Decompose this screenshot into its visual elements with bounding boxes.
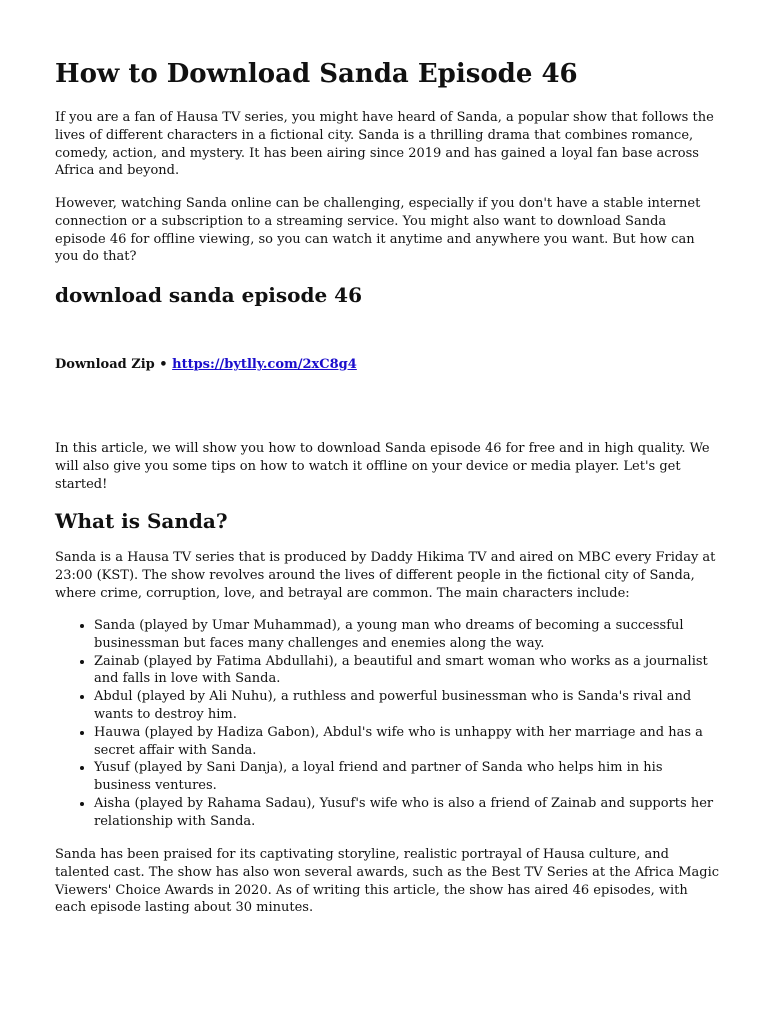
list-item: • Hauwa (played by Hadiza Gabon), Abdul's wife who is unhappy with her marriage and has a secret affair with Sanda. xyxy=(94,724,720,760)
download-heading: download sanda episode 46 xyxy=(55,283,363,307)
section-paragraph: Sanda is a Hausa TV series that is produced by Daddy Hikima TV and aired on MBC every Friday at 23:00 (KST). The show revolves around the lives of different people in the fictional city of Sanda, where crime, corruption, love, and betrayal are common. The main characters include: xyxy=(55,550,716,601)
list-item: • Aisha (played by Rahama Sadau), Yusuf's wife who is also a friend of Zainab and supports her relationship with Sanda. xyxy=(94,795,720,831)
page-title: How to Download Sanda Episode 46 xyxy=(55,59,578,89)
character-list xyxy=(55,617,720,831)
download-link[interactable]: https://bytlly.com/2xC8g4 xyxy=(172,357,357,372)
closing-paragraph: Sanda has been praised for its captivating storyline, realistic portrayal of Hausa culture, and talented cast. The show has also won several awards, such as the Best TV Series at the Africa Magic Viewers' Choice Awards in 2020. As of writing this article, the show has aired 46 episodes, with each episode lasting about 30 minutes. xyxy=(55,847,720,916)
download-line xyxy=(55,356,357,374)
section-heading: What is Sanda? xyxy=(55,509,228,533)
article-intro-paragraph: In this article, we will show you how to download Sanda episode 46 for free and in high quality. We will also give you some tips on how to watch it offline on your device or media player. Let's get started! xyxy=(55,441,710,492)
intro-paragraph-2: However, watching Sanda online can be challenging, especially if you don't have a stable internet connection or a subscription to a streaming service. You might also want to download Sanda episode 46 for offline viewing, so you can watch it anytime and anywhere you want. But how can you do that? xyxy=(55,196,701,265)
intro-paragraph-1: If you are a fan of Hausa TV series, you might have heard of Sanda, a popular show that follows the lives of different characters in a fictional city. Sanda is a thrilling drama that combines romance, comedy, action, and mystery. It has been airing since 2019 and has gained a loyal fan base across Africa and beyond. xyxy=(55,110,714,179)
list-item: • Sanda (played by Umar Muhammad), a young man who dreams of becoming a successful businessman but faces many challenges and enemies along the way. xyxy=(94,617,720,653)
download-label: Download Zip • xyxy=(55,357,168,372)
list-item: • Yusuf (played by Sani Danja), a loyal friend and partner of Sanda who helps him in his business ventures. xyxy=(94,759,720,795)
list-item: • Abdul (played by Ali Nuhu), a ruthless and powerful businessman who is Sanda's rival and wants to destroy him. xyxy=(94,688,720,724)
list-item: • Zainab (played by Fatima Abdullahi), a beautiful and smart woman who works as a journalist and falls in love with Sanda. xyxy=(94,653,720,689)
